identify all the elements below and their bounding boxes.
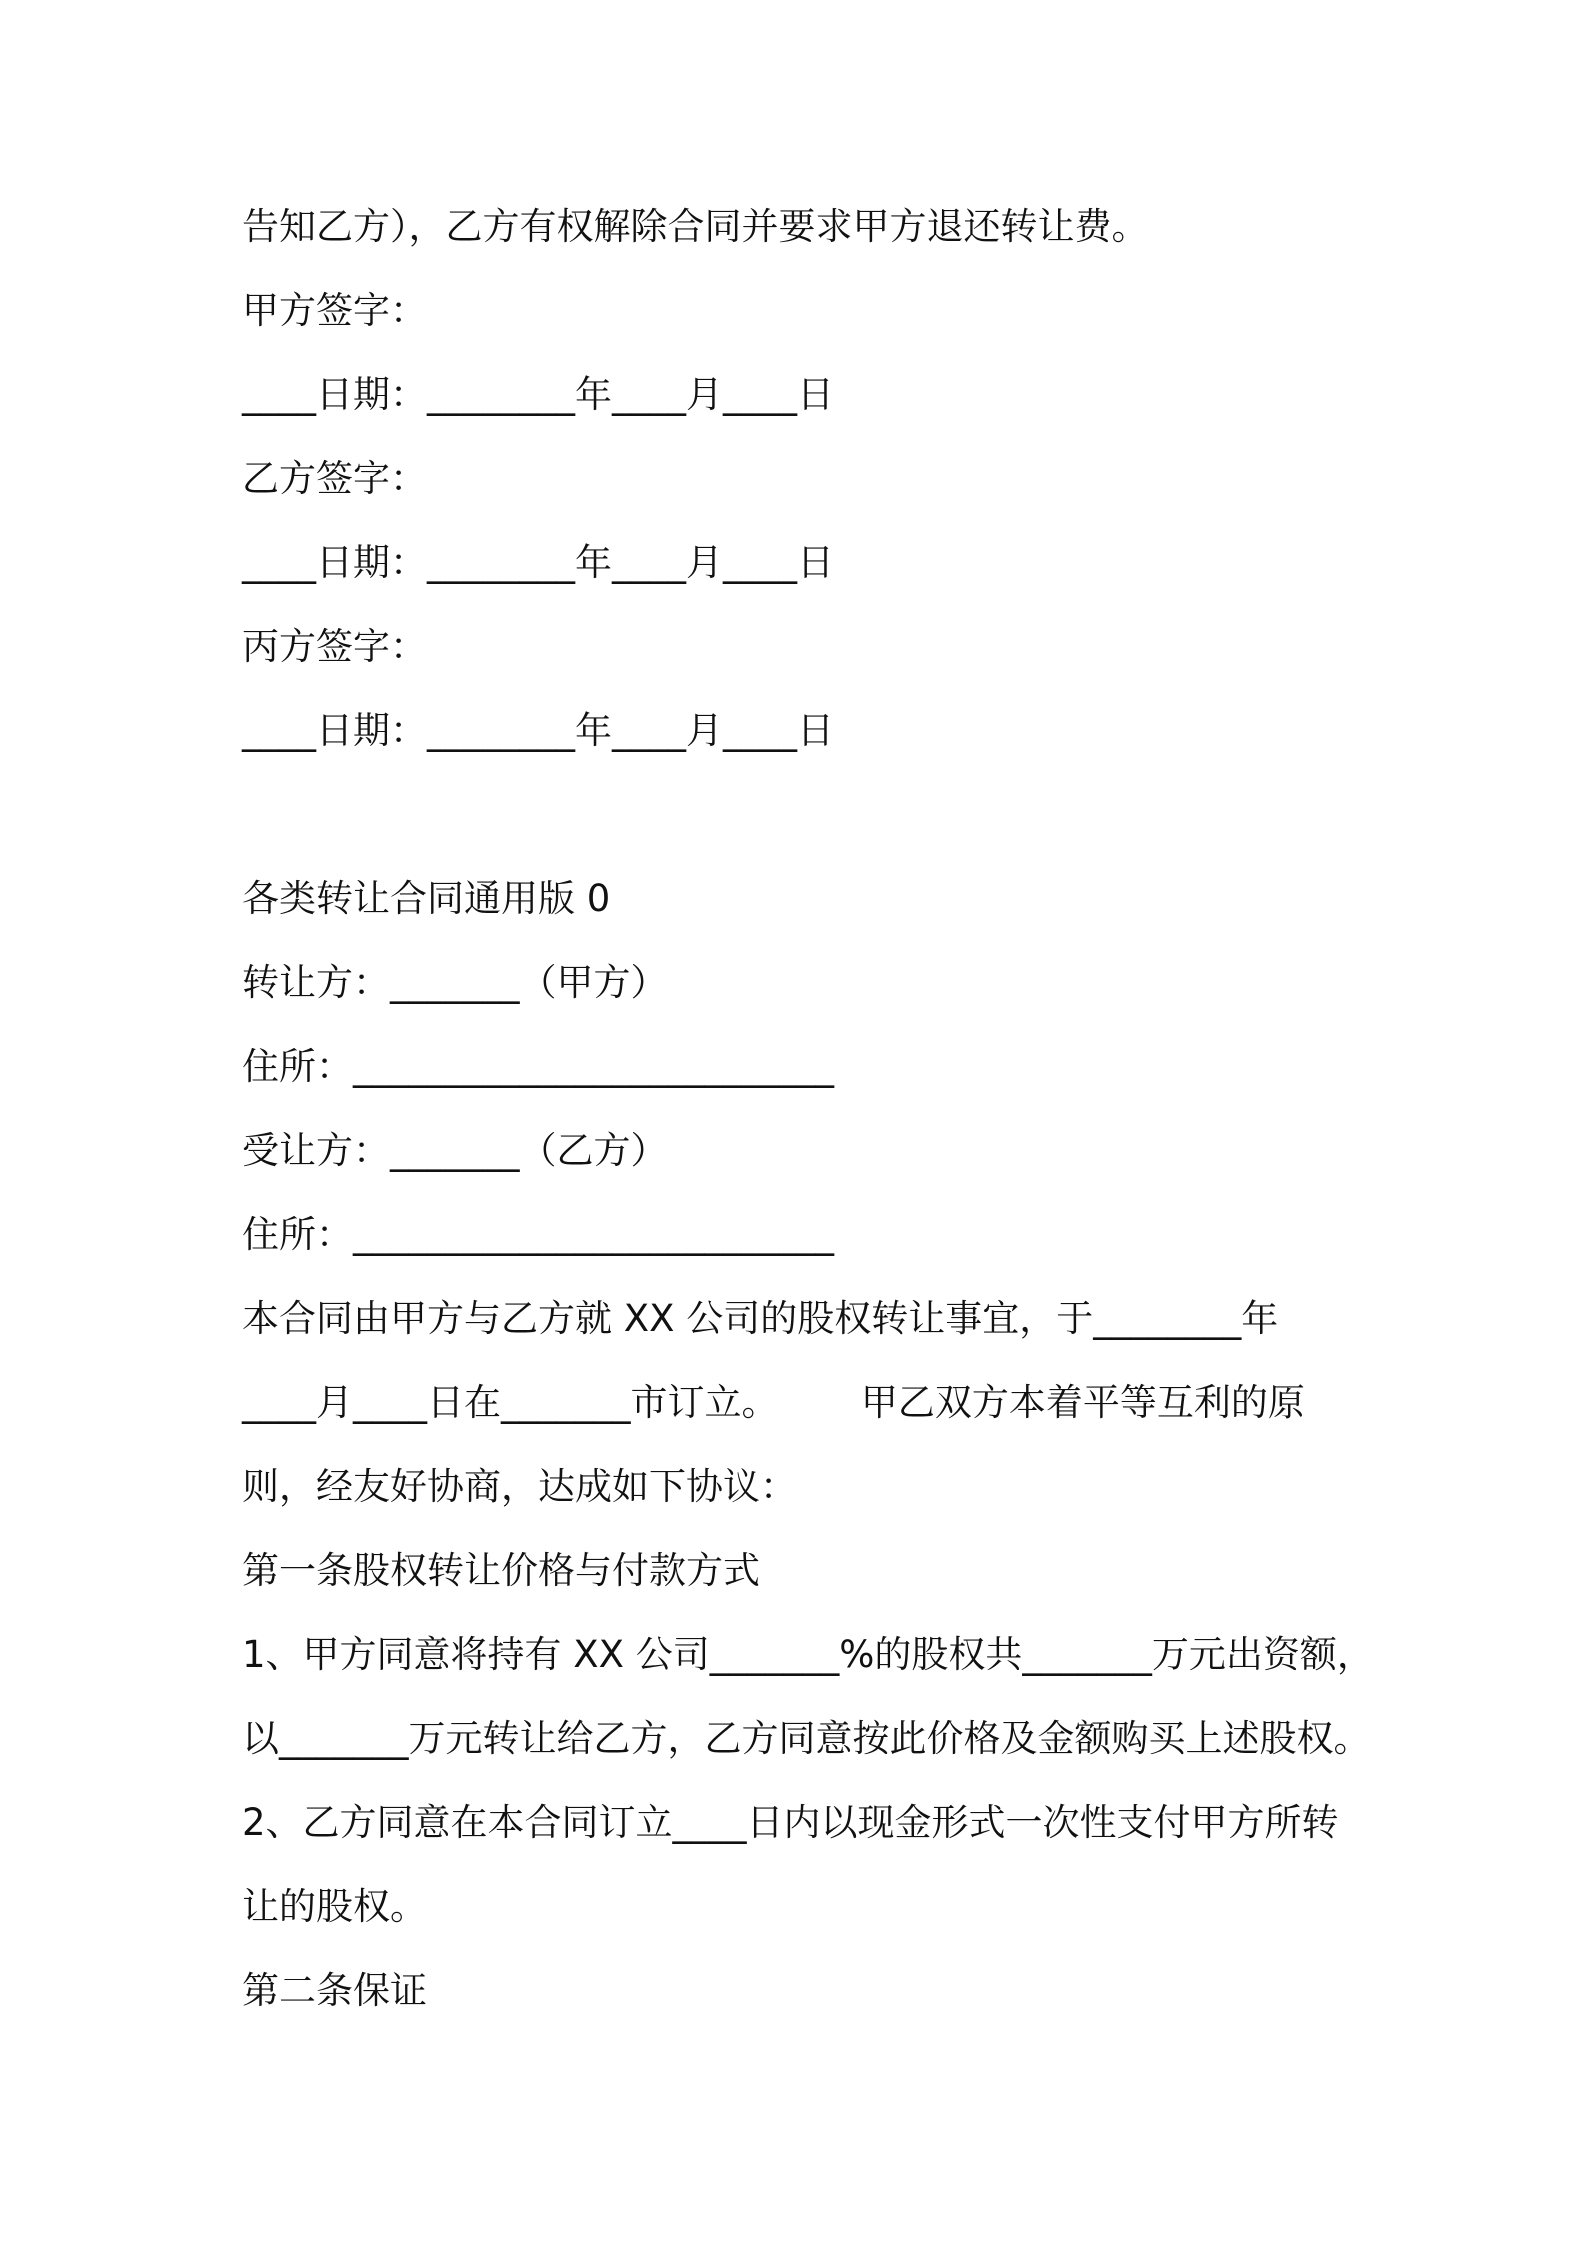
article-2-heading: 第二条保证	[242, 1969, 427, 2012]
intro-paragraph-line-2: ____月____日在_______市订立。 甲乙双方本着平等互利的原	[242, 1381, 1305, 1424]
article-1-heading: 第一条股权转让价格与付款方式	[242, 1549, 760, 1592]
transferor-address-line: 住所：__________________________	[242, 1045, 834, 1088]
article-1-clause-1-line-2: 以_______万元转让给乙方，乙方同意按此价格及金额购买上述股权。	[242, 1717, 1371, 1760]
blank-gap	[242, 788, 1392, 872]
intro-paragraph-line-3: 则，经友好协商，达成如下协议：	[242, 1465, 797, 1508]
party-c-date-line: ____日期：________年____月____日	[242, 709, 834, 752]
party-b-date-line: ____日期：________年____月____日	[242, 541, 834, 584]
intro-paragraph-line-1: 本合同由甲方与乙方就 XX 公司的股权转让事宜，于________年	[242, 1297, 1279, 1340]
text-line-refund-clause: 告知乙方），乙方有权解除合同并要求甲方退还转让费。	[242, 205, 1149, 248]
article-1-clause-2-line-2: 让的股权。	[242, 1885, 427, 1928]
transferee-line: 受让方：_______（乙方）	[242, 1129, 668, 1172]
transferee-address-line: 住所：__________________________	[242, 1213, 834, 1256]
document-body	[242, 200, 1392, 2048]
article-1-clause-1-line-1: 1、甲方同意将持有 XX 公司_______%的股权共_______万元出资额，	[242, 1633, 1374, 1676]
party-b-signature-label: 乙方签字：	[242, 457, 427, 500]
article-1-clause-2-line-1: 2、乙方同意在本合同订立____日内以现金形式一次性支付甲方所转	[242, 1801, 1339, 1844]
party-a-signature-label: 甲方签字：	[242, 289, 427, 332]
transferor-line: 转让方：_______（甲方）	[242, 961, 668, 1004]
party-a-date-line: ____日期：________年____月____日	[242, 373, 834, 416]
contract-title: 各类转让合同通用版 0	[242, 877, 611, 920]
party-c-signature-label: 丙方签字：	[242, 625, 427, 668]
